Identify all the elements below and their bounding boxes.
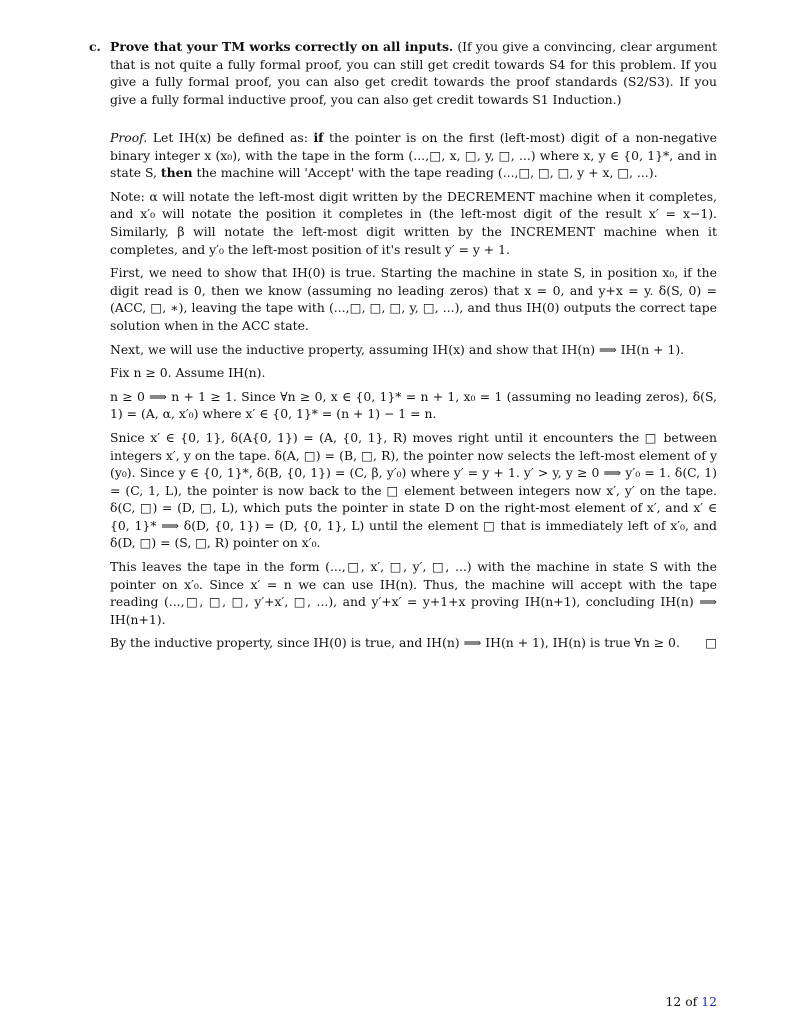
inductive-intro-paragraph: Next, we will use the inductive property, assuming IH(x) and show that IH(n) ⟹ IH(n + 1).: [110, 341, 685, 357]
then-keyword: then: [160, 165, 193, 181]
qed-symbol: □: [705, 635, 717, 651]
proof-label: Proof.: [110, 130, 148, 145]
page-total-link[interactable]: 12: [701, 994, 717, 1009]
question-title: Prove that your TM works correctly on all inputs.: [110, 39, 454, 54]
question-c: [89, 38, 717, 108]
conclusion-text: By the inductive property, since IH(0) is true, and IH(n) ⟹ IH(n + 1), IH(n) is true ∀n ≥ 0.: [110, 635, 680, 651]
question-body: (If you give a convincing, clear argument that is not quite a fully formal proof, you can still get credit towards S4 for this problem. If you give a fully formal proof, you can also get credit towards the proof standards (S2/S3). If you give a fully formal inductive proof, you can also get credit towards S1 Induction.): [110, 39, 717, 107]
question-letter: c.: [89, 39, 101, 54]
step-3-paragraph: This leaves the tape in the form (...,□, x′, □, y′, □, ...) with the machine in state S with the pointer on x′₀. Since x′ = n we can use IH(n). Thus, the machine will accept with the tape reading (...,□, □, □, y′+x′, □, ...), and y′+x′ = y+1+x proving IH(n+1), concluding IH(n) ⟹ IH(n+1).: [110, 559, 717, 627]
conclusion-paragraph: [110, 634, 717, 652]
step-1-paragraph: n ≥ 0 ⟹ n + 1 ≥ 1. Since ∀n ≥ 0, x ∈ {0, 1}* = n + 1, x₀ = 1 (assuming no leading zeros), δ(S, 1) = (A, α, x′₀) where x′ ∈ {0, 1}* = (n + 1) − 1 = n.: [110, 388, 717, 422]
ih-text-1: Let IH(x) be defined as:: [147, 130, 314, 145]
base-case-paragraph: First, we need to show that IH(0) is true. Starting the machine in state S, in position x₀, if the digit read is 0, then we know (assuming no leading zeros) that x = 0, and y+x = y. δ(S, 0) = (ACC, □, ∗), leaving the tape with (...,□, □, □, y, □, ...), and thus IH(0) outputs the correct tape solution when in the ACC state.: [110, 265, 717, 333]
note-paragraph: Note: α will notate the left-most digit written by the DECREMENT machine when it completes, and x′₀ will notate the position it completes in (the left-most digit of the result x′ = x−1). Similarly, β will notate the left-most digit written by the INCREMENT machine when it completes, and y′₀ the left-most position of it's result y′ = y + 1.: [110, 188, 717, 257]
page-number-prefix: 12 of: [665, 994, 702, 1009]
page-footer: [666, 993, 717, 1011]
ih-definition: [110, 129, 717, 182]
step-2-paragraph: Snice x′ ∈ {0, 1}, δ(A{0, 1}) = (A, {0, 1}, R) moves right until it encounters the □ between integers x′, y on the tape. δ(A, □) = (B, □, R), the pointer now selects the left-most element of y (y₀). Since y ∈ {0, 1}*, δ(B, {0, 1}) = (C, β, y′₀) where y′ = y + 1. y′ > y, y ≥ 0 ⟹ y′₀ = 1. δ(C, 1) = (C, 1, L), the pointer is now back to the □ element between integers now x′, y′ on the tape. δ(C, □) = (D, □, L), which puts the pointer in state D on the right-most element of x′, and x′ ∈ {0, 1}* ⟹ δ(D, {0, 1}) = (D, {0, 1}, L) until the element □ that is immediately left of x′₀, and δ(D, □) = (S, □, R) pointer on x′₀.: [110, 429, 717, 551]
fix-n-paragraph: Fix n ≥ 0. Assume IH(n).: [110, 365, 266, 381]
proof-section: [110, 129, 717, 658]
ih-text-3: the machine will 'Accept' with the tape reading (...,□, □, □, y + x, □, ...).: [192, 165, 658, 181]
if-keyword: if: [313, 130, 324, 145]
question-text: [110, 38, 717, 108]
ih-text-2: the pointer is on the first (left-most) digit of a non-negative binary integer x (x₀), with the tape in the form (...,□, x, □, y, □, ...) where x, y ∈ {0, 1}*, and in state S,: [110, 130, 717, 181]
